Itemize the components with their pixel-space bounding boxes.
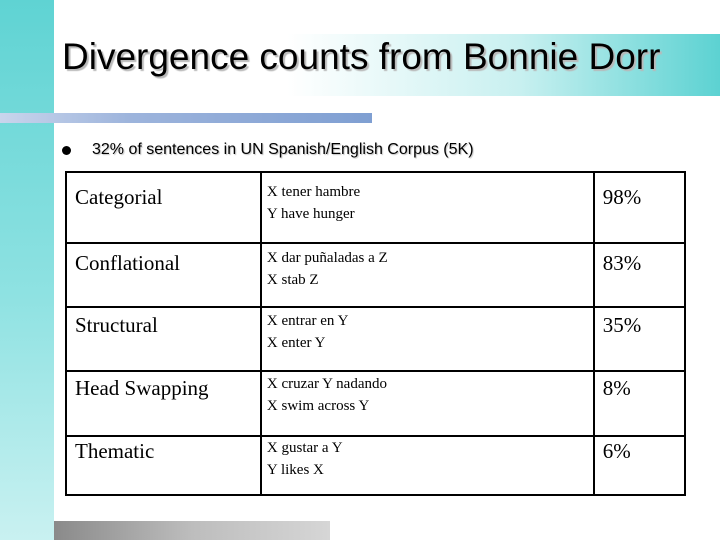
- example-cell: [261, 243, 594, 307]
- bullet-text: 32% of sentences in UN Spanish/English Corpus (5K): [92, 141, 474, 158]
- table-row: [66, 243, 685, 307]
- example-source: X cruzar Y nadando: [266, 376, 388, 392]
- category-cell: Thematic: [66, 436, 261, 495]
- percent-cell: 98%: [594, 172, 685, 243]
- percent-cell: 83%: [594, 243, 685, 307]
- example-target: X enter Y: [266, 335, 326, 351]
- example-cell: [261, 371, 594, 436]
- example-target: Y likes X: [266, 462, 324, 478]
- left-decorative-band: [0, 0, 54, 540]
- example-source: X dar puñaladas a Z: [266, 250, 388, 266]
- example-source: X entrar en Y: [266, 313, 349, 329]
- example-cell: [261, 436, 594, 495]
- table-row: [66, 307, 685, 371]
- table-row: [66, 371, 685, 436]
- example-source: X tener hambre: [266, 184, 361, 200]
- example-source: X gustar a Y: [266, 440, 343, 456]
- category-cell: Head Swapping: [66, 371, 261, 436]
- table-row: [66, 172, 685, 243]
- footer-decorative-rule: [54, 521, 330, 540]
- category-cell: Structural: [66, 307, 261, 371]
- example-target: Y have hunger: [266, 206, 355, 222]
- percent-cell: 6%: [594, 436, 685, 495]
- example-target: X swim across Y: [266, 398, 370, 414]
- example-cell: [261, 172, 594, 243]
- table-row: [66, 436, 685, 495]
- divergence-table: [65, 171, 686, 496]
- slide-title: Divergence counts from Bonnie Dorr: [62, 36, 661, 77]
- title-underline-rule: [0, 113, 372, 123]
- bullet-item: [59, 140, 474, 160]
- percent-cell: 8%: [594, 371, 685, 436]
- category-cell: Categorial: [66, 172, 261, 243]
- percent-cell: 35%: [594, 307, 685, 371]
- bullet-dot-icon: [62, 146, 71, 155]
- example-target: X stab Z: [266, 272, 319, 288]
- example-cell: [261, 307, 594, 371]
- category-cell: Conflational: [66, 243, 261, 307]
